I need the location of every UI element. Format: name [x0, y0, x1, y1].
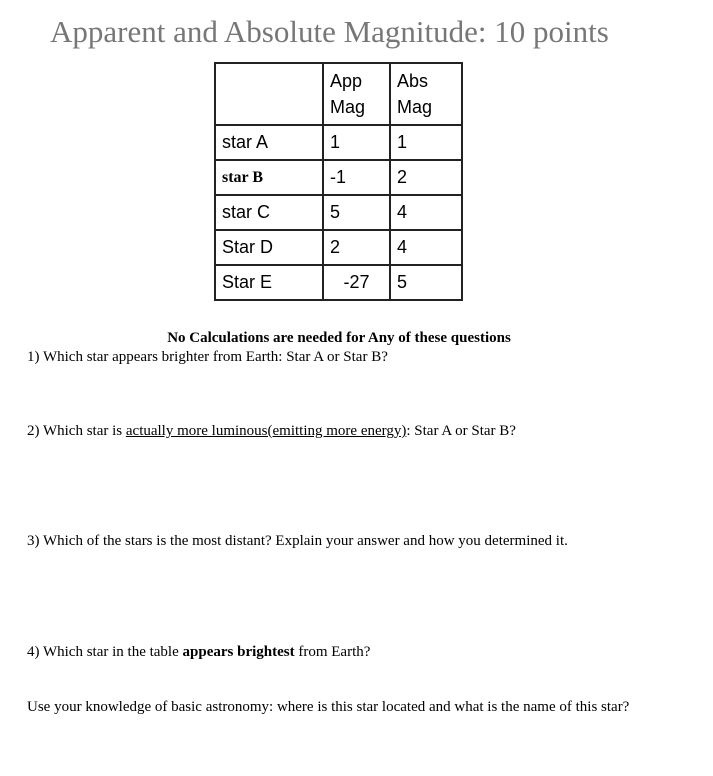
star-name-cell: Star D [215, 230, 323, 265]
page-title: Apparent and Absolute Magnitude: 10 points [50, 14, 609, 49]
question-1: 1) Which star appears brighter from Earth: Star A or Star B? [27, 349, 388, 365]
abs-mag-cell: 5 [390, 265, 462, 300]
app-mag-cell: -1 [323, 160, 390, 195]
question-2-suffix: : Star A or Star B? [406, 423, 516, 439]
star-name-cell: star B [215, 160, 323, 195]
app-mag-cell: 5 [323, 195, 390, 230]
question-4-suffix: from Earth? [294, 644, 371, 660]
table-row [215, 160, 462, 195]
header-app-line2: Mag [330, 97, 366, 117]
magnitude-table [214, 62, 463, 301]
question-2-prefix: 2) Which star is [27, 423, 126, 439]
table-row [215, 195, 462, 230]
question-4-bold: appears brightest [182, 644, 295, 660]
table-row [215, 230, 462, 265]
question-2-underlined: actually more luminous(emitting more energy) [125, 423, 407, 439]
header-app-mag [323, 63, 390, 125]
header-abs-line2: Mag [397, 97, 433, 117]
table-row [215, 125, 462, 160]
abs-mag-cell: 4 [390, 230, 462, 265]
header-empty-cell [215, 63, 323, 125]
abs-mag-cell: 1 [390, 125, 462, 160]
app-mag-cell: -27 [323, 265, 390, 300]
star-name-cell: Star E [215, 265, 323, 300]
question-4-prefix: 4) Which star in the table [27, 644, 183, 660]
star-name-cell: star C [215, 195, 323, 230]
question-2 [27, 423, 516, 440]
question-5: Use your knowledge of basic astronomy: where is this star located and what is the name of this star? [27, 699, 630, 715]
abs-mag-cell: 2 [390, 160, 462, 195]
header-abs-line1: Abs [397, 71, 429, 91]
table-header-row [215, 63, 462, 125]
header-abs-mag [390, 63, 462, 125]
table-row [215, 265, 462, 300]
star-name-cell: star A [215, 125, 323, 160]
app-mag-cell: 2 [323, 230, 390, 265]
no-calculations-notice: No Calculations are needed for Any of these questions [167, 330, 511, 346]
abs-mag-cell: 4 [390, 195, 462, 230]
question-4 [27, 644, 370, 661]
header-app-line1: App [330, 71, 363, 91]
question-3: 3) Which of the stars is the most distant? Explain your answer and how you determined it. [27, 533, 568, 549]
app-mag-cell: 1 [323, 125, 390, 160]
